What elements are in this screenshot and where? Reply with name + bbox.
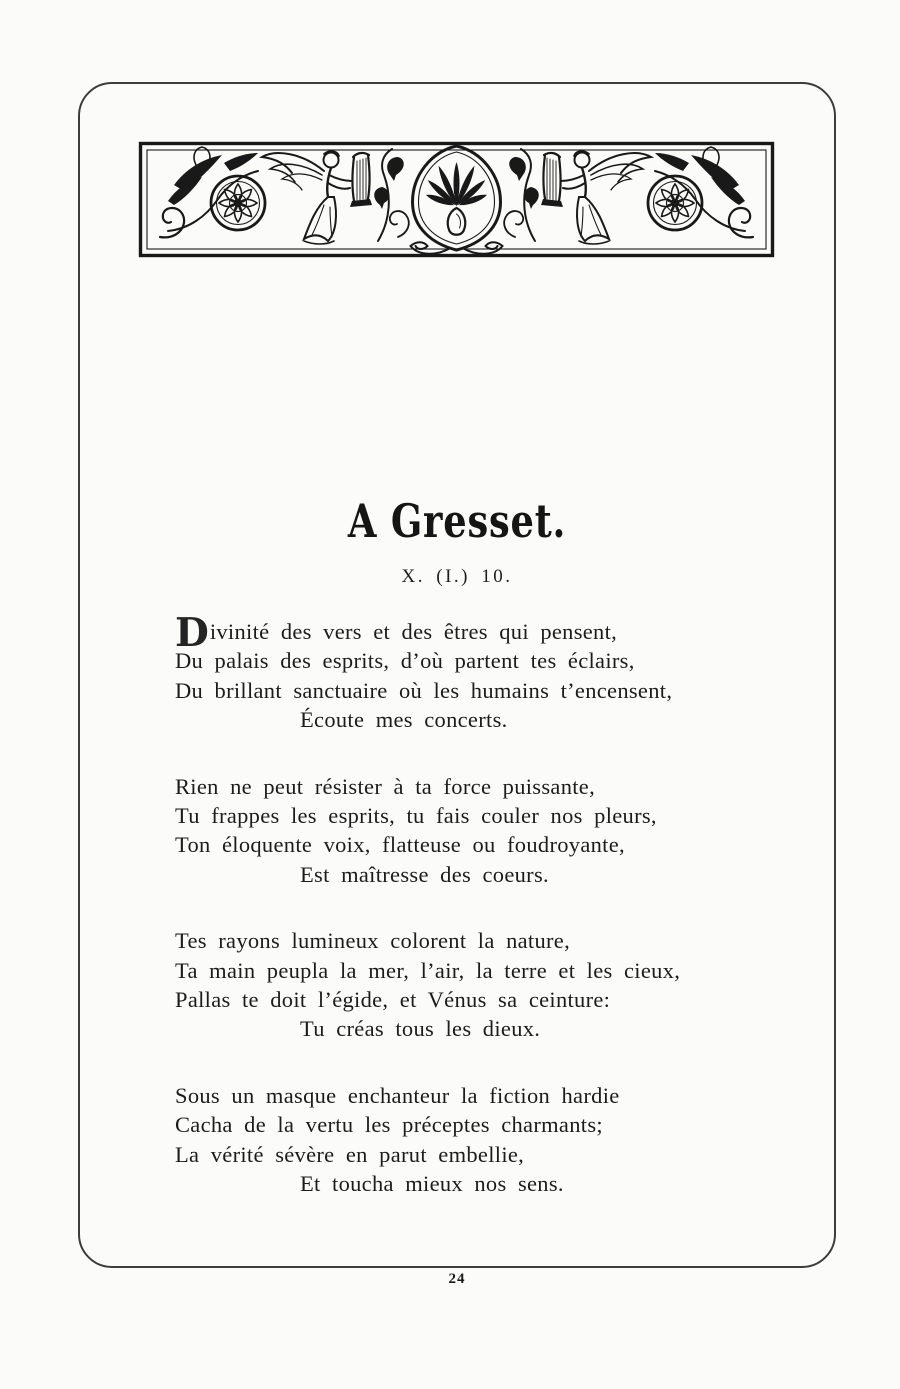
poem-line: Tes rayons lumineux colorent la nature, xyxy=(175,928,571,954)
ornamental-drop-cap: D xyxy=(175,610,209,656)
headpiece-left-foliage-icon xyxy=(160,147,409,244)
poem-line: Écoute mes concerts. xyxy=(300,707,508,733)
stanza-1 xyxy=(175,610,785,735)
poem-line: Ta main peupla la mer, l’air, la terre et les cieux, xyxy=(175,957,681,983)
engraved-headpiece-icon xyxy=(138,141,775,258)
poem-line: Du brillant sanctuaire où les humains t’encensent, xyxy=(175,677,673,703)
poem-title: A Gresset. xyxy=(347,494,567,548)
poem-line xyxy=(175,610,785,656)
page-number: 24 xyxy=(448,1271,466,1287)
poem-line: Sous un masque enchanteur la fiction hardie xyxy=(175,1082,620,1108)
poem-line: Tu frappes les esprits, tu fais couler nos pleurs, xyxy=(175,803,657,829)
poem-line: Est maîtresse des coeurs. xyxy=(300,861,549,887)
poem-line: Et toucha mieux nos sens. xyxy=(300,1171,564,1197)
headpiece-right-foliage-icon xyxy=(504,147,753,244)
poem-line: Ton éloquente voix, flatteuse ou foudroyante, xyxy=(175,832,625,858)
poem-line: La vérité sévère en parut embellie, xyxy=(175,1141,525,1167)
stanza-3 xyxy=(175,926,785,1044)
poem-line: Tu créas tous les dieux. xyxy=(300,1016,541,1042)
poem-line: Du palais des esprits, d’où partent tes éclairs, xyxy=(175,648,635,674)
poem-line-text: ivinité des vers et des êtres qui pensent, xyxy=(209,619,618,644)
poem-subtitle: X. (I.) 10. xyxy=(401,566,513,587)
poem-line: Pallas te doit l’égide, et Vénus sa ceinture: xyxy=(175,987,611,1013)
poem-line: Cacha de la vertu les préceptes charmants; xyxy=(175,1112,603,1138)
headpiece-ornament xyxy=(138,141,775,258)
stanza-2 xyxy=(175,772,785,890)
stanza-4 xyxy=(175,1081,785,1199)
poem-body xyxy=(175,610,785,1236)
poem-line: Rien ne peut résister à ta force puissante, xyxy=(175,773,596,799)
central-palmette-icon xyxy=(411,146,503,254)
